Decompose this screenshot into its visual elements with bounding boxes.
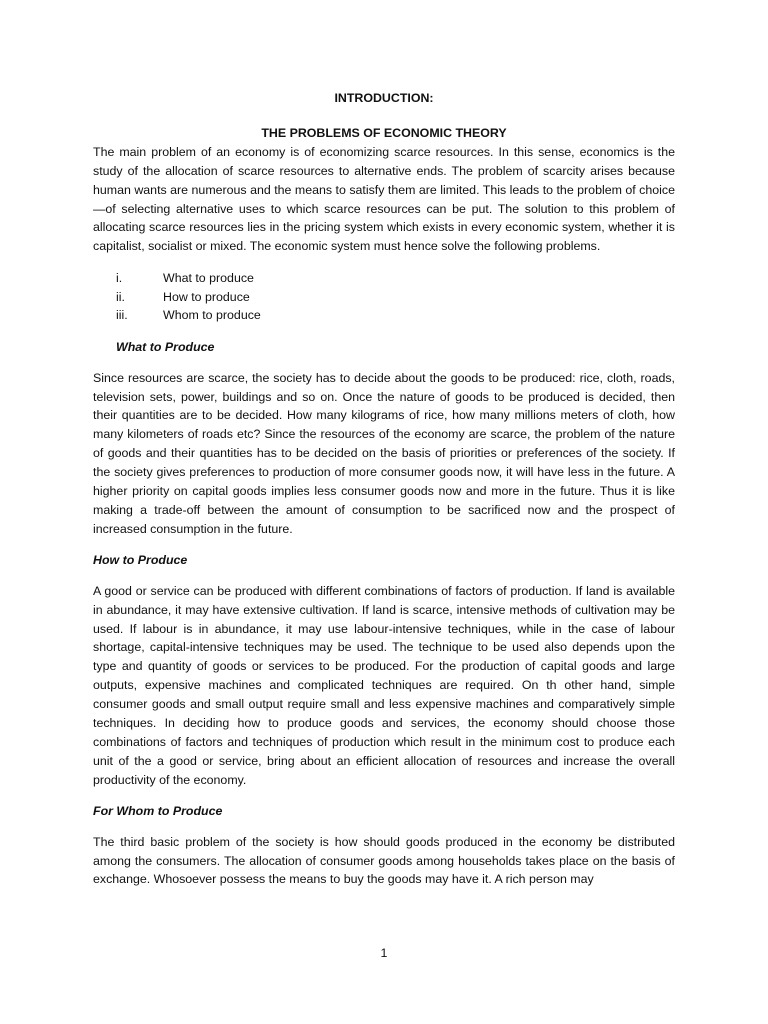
section-heading-how-to-produce: How to Produce	[93, 552, 188, 567]
list-item-text: What to produce	[163, 271, 254, 286]
list-item-text: Whom to produce	[163, 308, 261, 323]
list-item-number: iii.	[116, 308, 128, 323]
list-item-text: How to produce	[163, 289, 250, 304]
document-title: INTRODUCTION:	[334, 91, 434, 105]
section-body-what-to-produce: Since resources are scarce, the society has to decide about the goods to be produced: rice, cloth, roads, television sets, power, buildings and so on. Once the nature of goods to be produced is decided, then their quantities are to be decided. How many kilograms of rice, how many millions meters of cloth, how many kilometers of roads etc? Since the resources of the economy are scarce, the problem of the nature of goods and their quantities has to be decided on the basis of priorities or preferences of the society. If the society gives preferences to production of more consumer goods now, it will have less in the future. A higher priority on capital goods implies less consumer goods now and more in the future. Thus it is like making a trade-off between the amount of consumption to be sacrificed now and the prospect of increased consumption in the future.	[93, 370, 675, 536]
list-item	[93, 269, 675, 288]
list-item-number: i.	[116, 271, 123, 286]
list-item	[93, 306, 675, 325]
page-number: 1	[380, 946, 388, 960]
document-body	[93, 89, 675, 889]
intro-paragraph: The main problem of an economy is of economizing scarce resources. In this sense, economics is the study of the allocation of scarce resources to alternative ends. The problem of scarcity arises because human wants are numerous and the means to satisfy them are limited. This leads to the problem of choice—of selecting alternative uses to which scarce resources can be put. The solution to this problem of allocating scarce resources lies in the pricing system which exists in every economic system, whether it is capitalist, socialist or mixed. The economic system must hence solve the following problems.	[93, 144, 675, 254]
section-body-for-whom-to-produce: The third basic problem of the society is how should goods produced in the economy be distributed among the consumers. The allocation of consumer goods among households takes place on the basis of exchange. Whosoever possess the means to buy the goods may have it. A rich person may	[93, 834, 675, 887]
problems-list	[93, 269, 675, 325]
section-heading-for-whom-to-produce: For Whom to Produce	[93, 803, 223, 818]
list-item-number: ii.	[116, 289, 125, 304]
list-item	[93, 288, 675, 307]
section-body-how-to-produce: A good or service can be produced with different combinations of factors of production. If land is available in abundance, it may have extensive cultivation. If land is scarce, intensive methods of cultivation may be used. If labour is in abundance, it may use labour-intensive techniques, while in the case of labour shortage, capital-intensive techniques may be used. The technique to be used also depends upon the type and quantity of goods or services to be produced. For the production of capital goods and large outputs, expensive machines and complicated techniques are required. On th other hand, simple consumer goods and small output require small and less expensive machines and comparatively simple techniques. In deciding how to produce goods and services, the economy should choose those combinations of factors and techniques of production which result in the minimum cost to produce each unit of the a good or service, bring about an efficient allocation of resources and increase the overall productivity of the economy.	[93, 583, 675, 787]
document-subtitle: THE PROBLEMS OF ECONOMIC THEORY	[261, 125, 507, 140]
section-heading-what-to-produce: What to Produce	[116, 339, 215, 354]
